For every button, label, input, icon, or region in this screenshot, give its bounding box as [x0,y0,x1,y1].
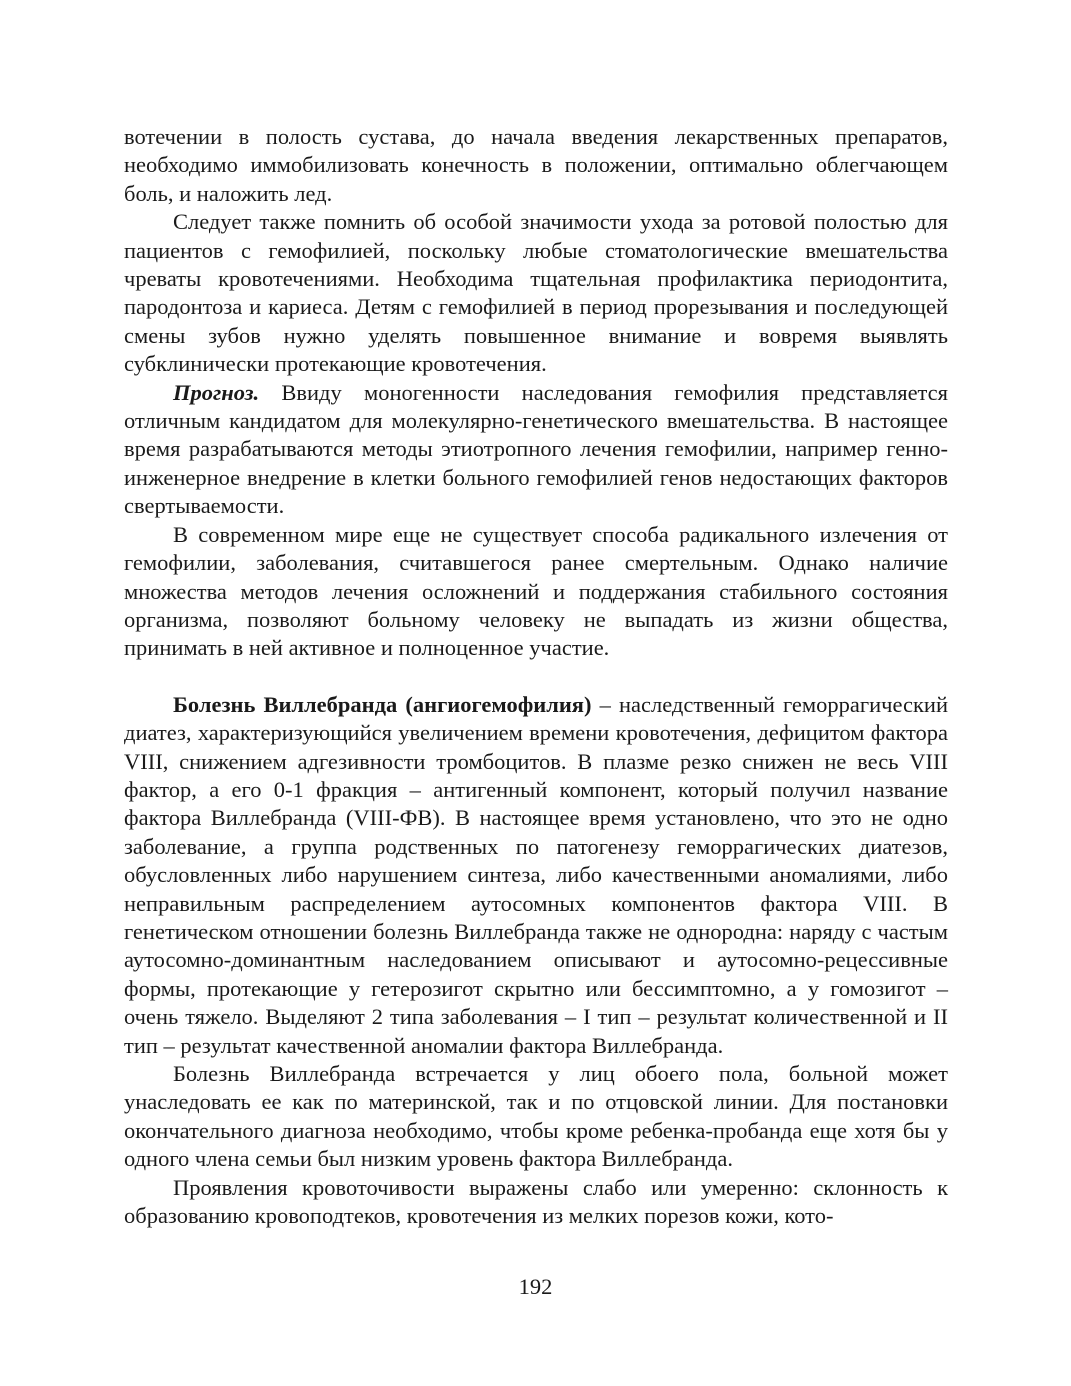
paragraph-text: – наследственный геморрагический диатез, характеризующийся увеличением времени кровотечения, дефицитом фактора VIII, снижением адгезивности тромбоцитов. В плазме резко снижен не весь VIII фактор, а его 0-1 фракция – антигенный компонент, который получил название фактора Виллебранда (VIII-ФВ). В настоящее время установлено, что это не одно заболевание, а группа родственных по патогенезу геморрагических диатезов, обусловленных либо нарушением синтеза, либо качественными аномалиями, либо неправильным распределением аутосомных компонентов фактора VIII. В генетическом отношении болезнь Виллебранда также не однородна: наряду с частым аутосомно-доминантным наследованием описывают и аутосомно-рецессивные формы, протекающие у гетерозигот скрытно или бессимптомно, а у гомозигот – очень тяжело. Выделяют 2 типа заболевания – I тип – результат количественной и II тип – результат качественной аномалии фактора Виллебранда. [124,691,948,1058]
paragraph-lead: Болезнь Виллебранда (ангиогемофилия) [173,691,592,717]
page-body [124,123,948,1230]
paragraph-inheritance [124,1060,948,1174]
paragraph-manifestations [124,1174,948,1231]
paragraph-text: Проявления кровоточивости выражены слабо или умеренно: склонность к образованию кровоподтеков, кровотечения из мелких порезов кожи, кото- [124,1174,948,1229]
page-number: 192 [518,1274,553,1299]
paragraph-von-willebrand [124,691,948,1060]
paragraph-text: Ввиду моногенности наследования гемофилия представляется отличным кандидатом для молекулярно-генетического вмешательства. В настоящее время разрабатываются методы этиотропного лечения гемофилии, например генно-инженерное внедрение в клетки больного гемофилией генов недостающих факторов свертываемости. [124,379,948,519]
paragraph-text: В современном мире еще не существует способа радикального излечения от гемофилии, заболевания, считавшегося ранее смертельным. Однако наличие множества методов лечения осложнений и поддержания стабильного состояния организма, позволяют больному человеку не выпадать из жизни общества, принимать в ней активное и полноценное участие. [124,521,948,661]
paragraph-oral-care [124,208,948,378]
paragraph-prognosis [124,379,948,521]
paragraph-modern-world [124,521,948,663]
paragraph-text: вотечении в полость сустава, до начала введения лекарственных препаратов, необходимо иммобилизовать конечность в положении, оптимально облегчающем боль, и наложить лед. [124,124,948,206]
paragraph-lead: Прогноз. [173,379,260,405]
paragraph-text: Болезнь Виллебранда встречается у лиц обоего пола, больной может унаследовать ее как по материнской, так и по отцовской линии. Для постановки окончательного диагноза необходимо, чтобы кроме ребенка-пробанда еще хотя бы у одного члена семьи был низким уровень фактора Виллебранда. [124,1061,948,1172]
paragraph-text: Следует также помнить об особой значимости ухода за ротовой полостью для пациентов с гемофилией, поскольку любые стоматологические вмешательства чреваты кровотечениями. Необходима тщательная профилактика периодонтита, пародонтоза и кариеса. Детям с гемофилией в период прорезывания и последующей смены зубов нужно уделять повышенное внимание и вовремя выявлять субклинически протекающие кровотечения. [124,209,948,377]
paragraph-continuation [124,123,948,208]
